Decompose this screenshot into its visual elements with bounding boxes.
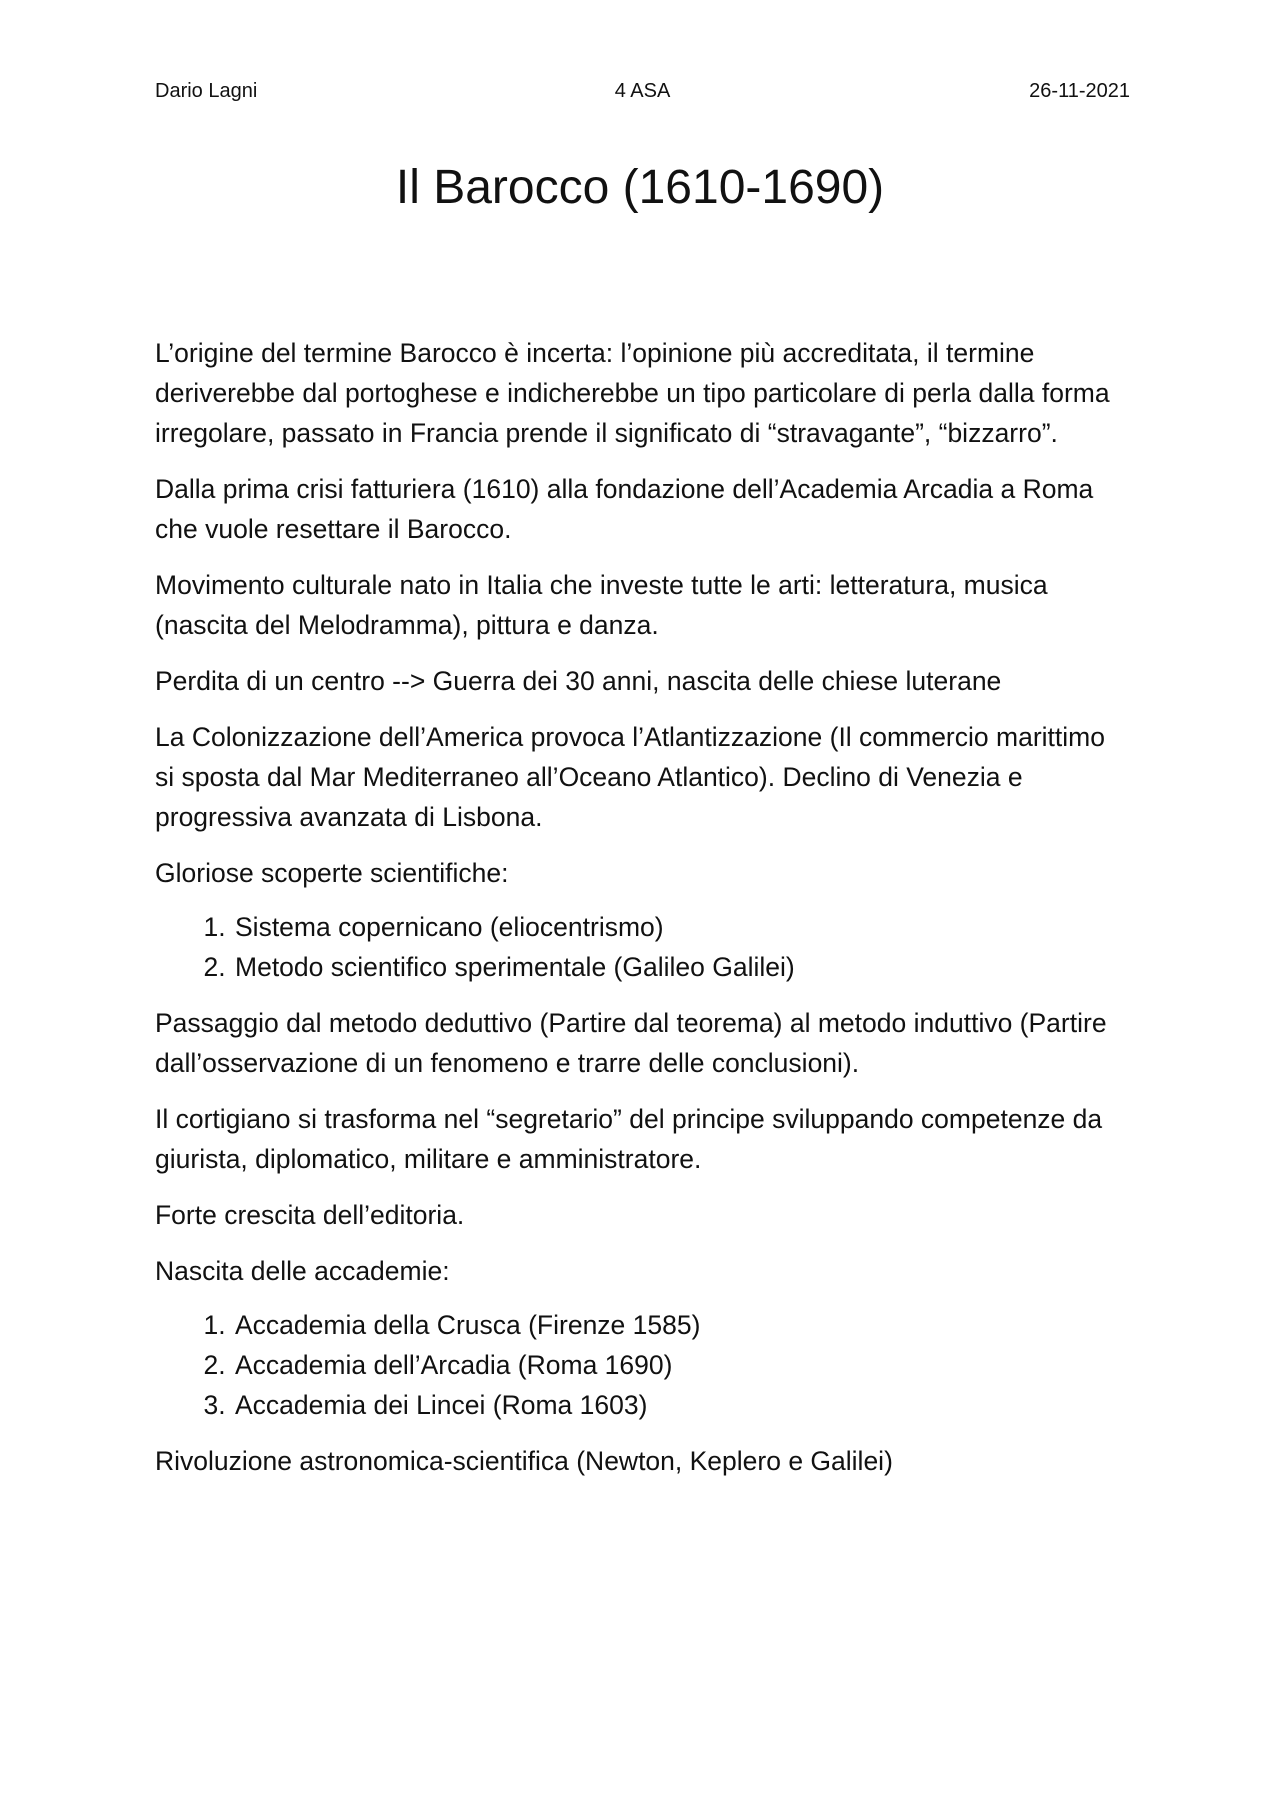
paragraph-discoveries-intro: Gloriose scoperte scientifiche: xyxy=(155,858,509,888)
paragraph-publishing: Forte crescita dell’editoria. xyxy=(155,1200,465,1230)
list-item: 1. Accademia della Crusca (Firenze 1585) xyxy=(233,1305,1130,1345)
paragraph-center-loss: Perdita di un centro --> Guerra dei 30 anni, nascita delle chiese luterane xyxy=(155,666,1002,696)
paragraph-period: Dalla prima crisi fatturiera (1610) alla fondazione dell’Academia Arcadia a Roma che vuole resettare il Barocco. xyxy=(155,474,1094,544)
list-item: 3. Accademia dei Lincei (Roma 1603) xyxy=(233,1385,1130,1425)
paragraph-colonization: La Colonizzazione dell’America provoca l’Atlantizzazione (Il commercio marittimo si sposta dal Mar Mediterraneo all’Oceano Atlantico). Declino di Venezia e progressiva avanzata di Lisbona. xyxy=(155,722,1105,832)
discoveries-list xyxy=(155,907,1130,987)
header-date: 26-11-2021 xyxy=(1029,80,1130,102)
paragraph-movement: Movimento culturale nato in Italia che investe tutte le arti: letteratura, musica (nascita del Melodramma), pittura e danza. xyxy=(155,570,1048,640)
list-item: 2. Accademia dell’Arcadia (Roma 1690) xyxy=(233,1345,1130,1385)
header-class: 4 ASA xyxy=(614,80,671,102)
document-title: Il Barocco (1610-1690) xyxy=(395,161,885,214)
paragraph-origin: L’origine del termine Barocco è incerta: l’opinione più accreditata, il termine deriverebbe dal portoghese e indicherebbe un tipo particolare di perla dalla forma irregolare, passato in Francia prende il significato di “stravagante”, “bizzarro”. xyxy=(155,338,1110,448)
list-item: 1. Sistema copernicano (eliocentrismo) xyxy=(233,907,1130,947)
header-author: Dario Lagni xyxy=(155,80,258,102)
document-body xyxy=(155,333,1130,1497)
academies-list xyxy=(155,1305,1130,1425)
page-header xyxy=(155,80,1130,108)
paragraph-revolution: Rivoluzione astronomica-scientifica (Newton, Keplero e Galilei) xyxy=(155,1446,893,1476)
paragraph-courtier: Il cortigiano si trasforma nel “segretario” del principe sviluppando competenze da giurista, diplomatico, militare e amministratore. xyxy=(155,1104,1103,1174)
paragraph-method: Passaggio dal metodo deduttivo (Partire dal teorema) al metodo induttivo (Partire dall’osservazione di un fenomeno e trarre delle conclusioni). xyxy=(155,1008,1107,1078)
paragraph-academies-intro: Nascita delle accademie: xyxy=(155,1256,450,1286)
list-item: 2. Metodo scientifico sperimentale (Galileo Galilei) xyxy=(233,947,1130,987)
